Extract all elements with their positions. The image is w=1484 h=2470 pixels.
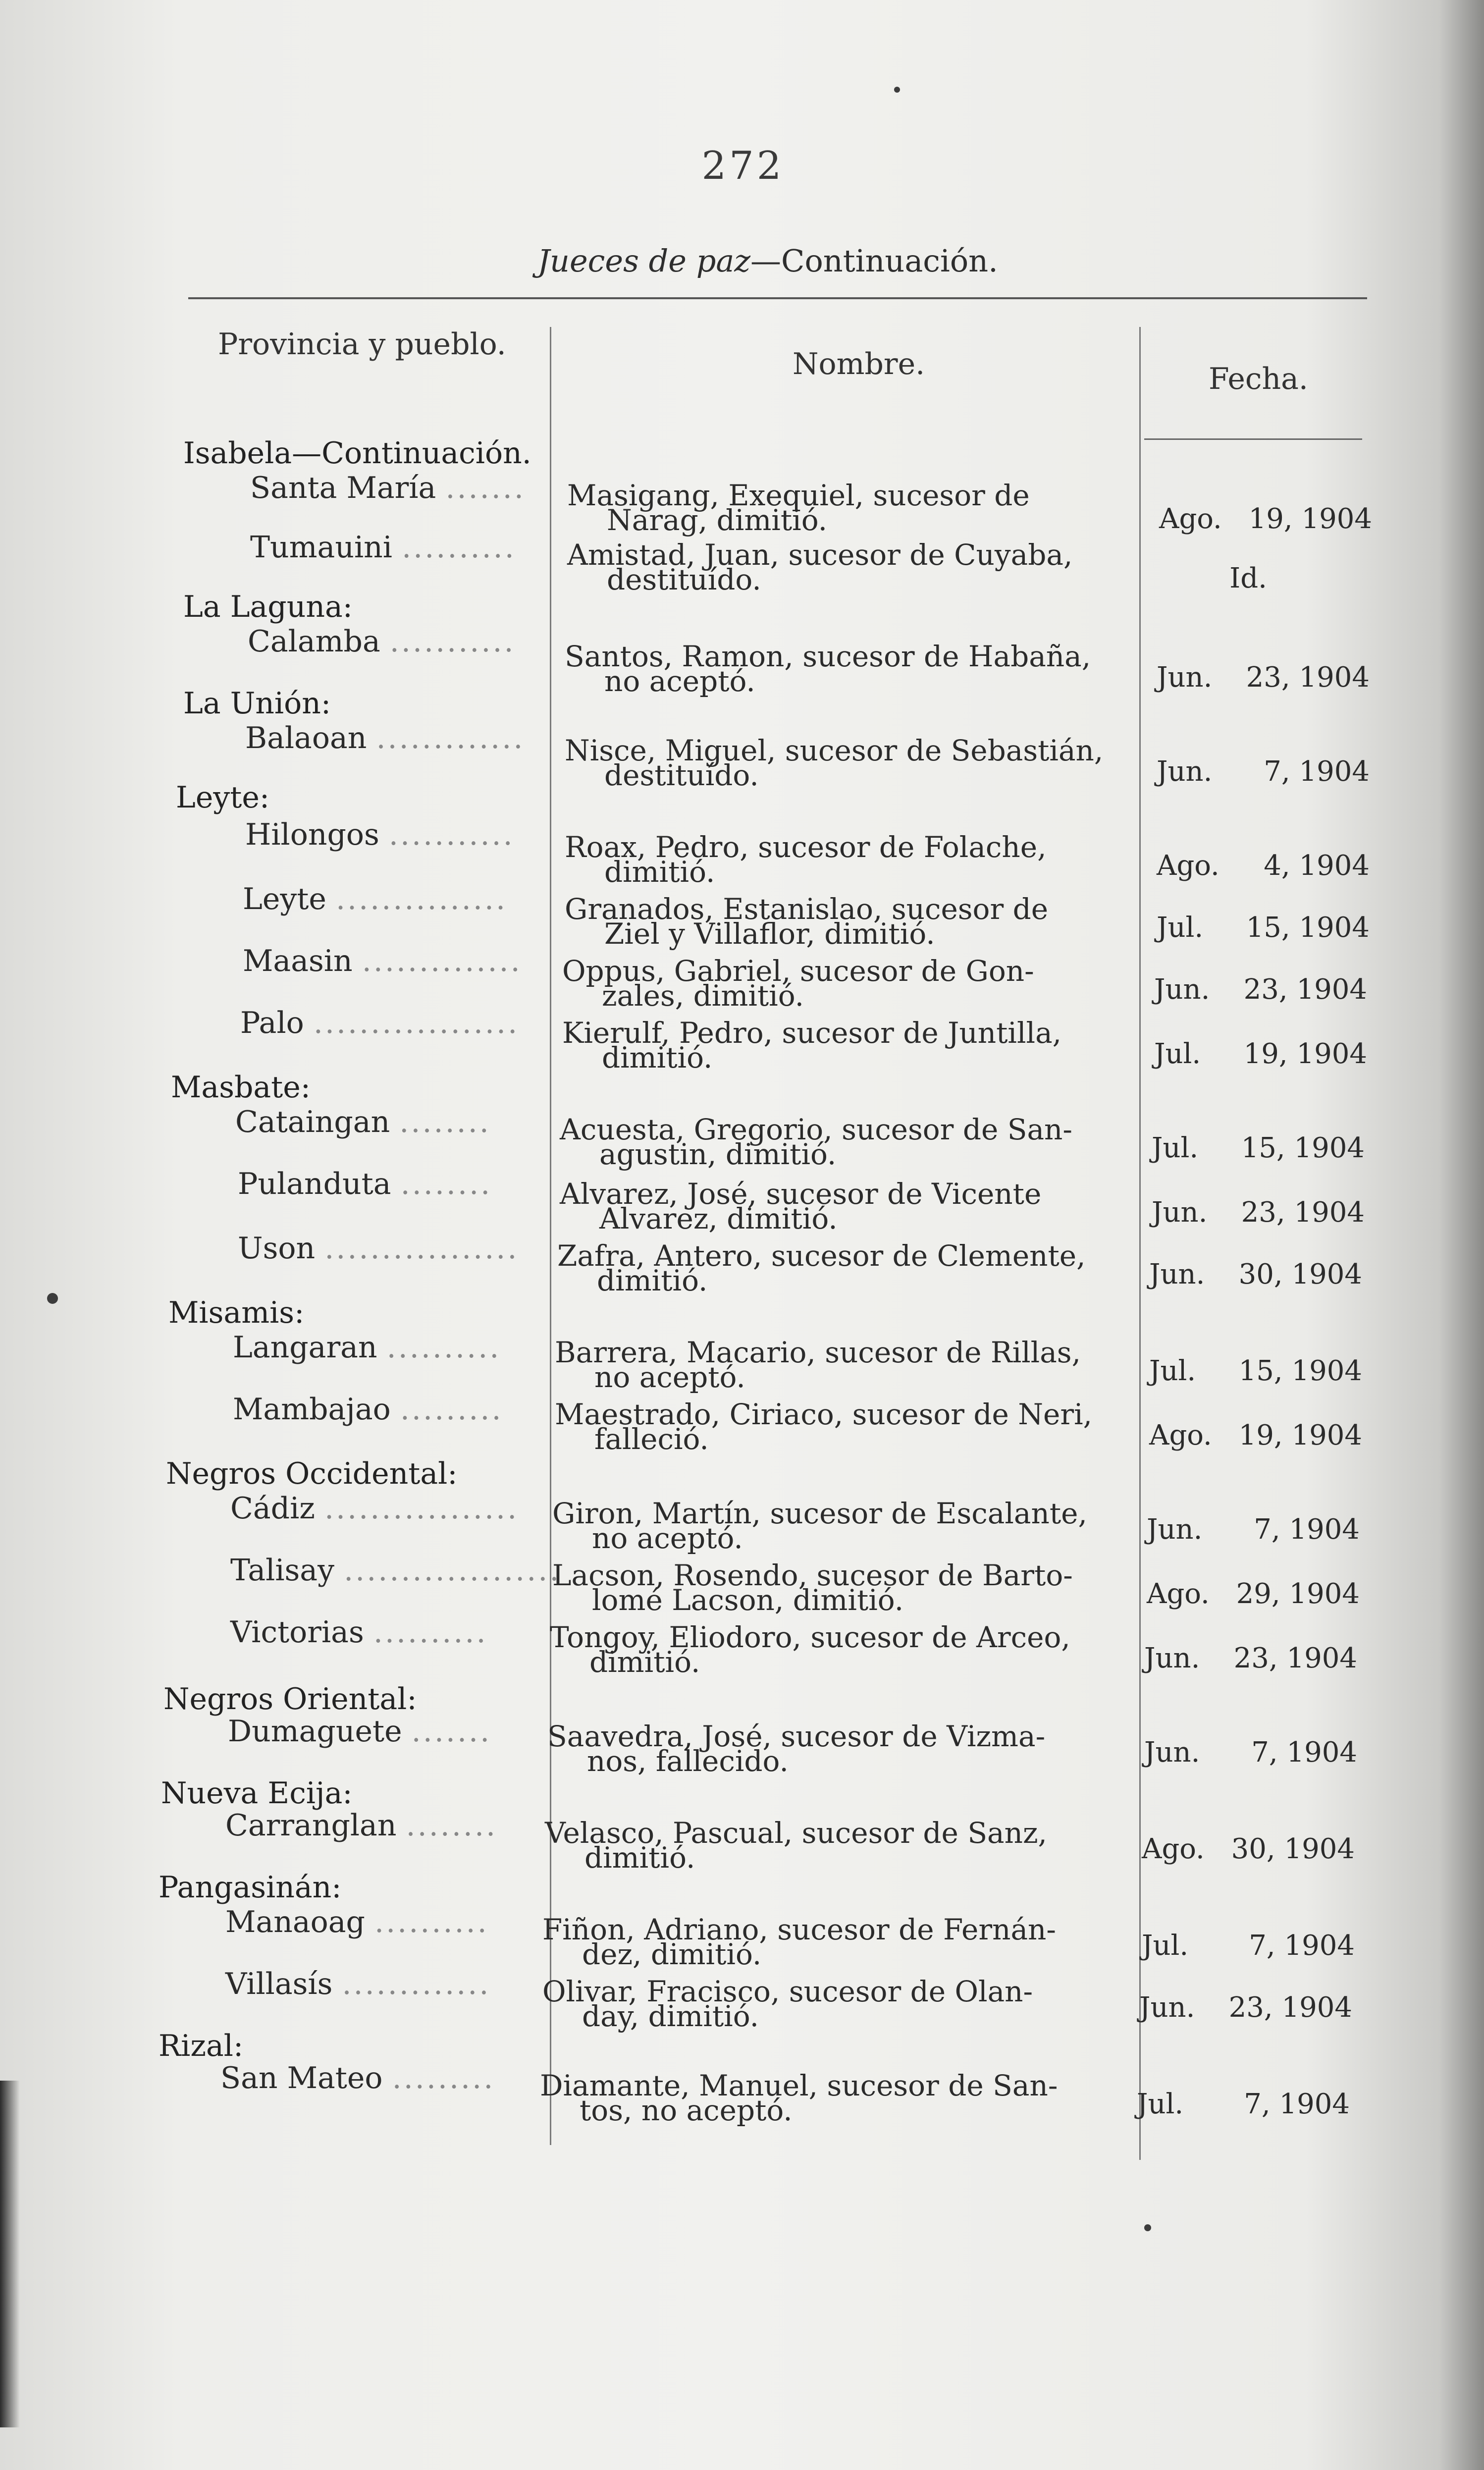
nombre-entry: Nisce, Miguel, sucesor de Sebastián, destituído. — [565, 734, 1104, 792]
fecha-entry: Jun. 23, 1904 — [1154, 973, 1367, 1006]
province-heading: Rizal: — [159, 2029, 244, 2063]
fecha-entry: Jun. 7, 1904 — [1147, 1513, 1360, 1546]
province-heading: Nueva Ecija: — [161, 1776, 353, 1811]
nombre-entry: Maestrado, Ciriaco, sucesor de Neri, falleció. — [555, 1397, 1093, 1456]
fecha-entry: Ago. 19, 1904 — [1159, 503, 1372, 535]
town-name: Cataingan ........ — [235, 1105, 491, 1139]
fecha-entry: Jun. 23, 1904 — [1152, 1196, 1365, 1229]
fecha-entry: Jul. 15, 1904 — [1149, 1355, 1362, 1387]
scan-speck — [47, 1293, 58, 1304]
nombre-entry: Lacson, Rosendo, sucesor de Barto- lomé Lacson, dimitió. — [552, 1558, 1073, 1617]
fecha-entry: Jun. 23, 1904 — [1139, 1991, 1352, 2024]
nombre-entry: Santos, Ramon, sucesor de Habaña, no aceptó. — [565, 640, 1091, 698]
nombre-entry: Olivar, Fracisco, sucesor de Olan- day, dimitió. — [542, 1975, 1033, 2033]
fecha-entry: Ago. 19, 1904 — [1149, 1419, 1362, 1451]
nombre-entry: Velasco, Pascual, sucesor de Sanz, dimitió. — [545, 1816, 1047, 1875]
fecha-entry: Jul. 7, 1904 — [1137, 2088, 1350, 2120]
fecha-entry: Jul. 15, 1904 — [1157, 912, 1370, 944]
town-name: Villasís ............. — [225, 1967, 491, 2001]
town-name: Palo .................. — [240, 1006, 520, 1040]
scan-edge-shadow — [0, 2081, 20, 2427]
fecha-entry: Ago. 30, 1904 — [1142, 1833, 1355, 1865]
fecha-entry: Jun. 23, 1904 — [1144, 1642, 1357, 1674]
province-heading: Negros Oriental: — [163, 1682, 417, 1717]
fecha-entry: Ago. 4, 1904 — [1157, 850, 1370, 882]
town-name: Mambajao ......... — [233, 1392, 503, 1427]
town-name: Dumaguete ....... — [228, 1714, 492, 1749]
fecha-entry: Jun. 7, 1904 — [1157, 755, 1370, 788]
nombre-entry: Giron, Martín, sucesor de Escalante, no aceptó. — [552, 1497, 1087, 1555]
fecha-entry: Jun. 23, 1904 — [1157, 661, 1370, 694]
header-provincia: Provincia y pueblo. — [218, 327, 506, 362]
header-nombre: Nombre. — [793, 347, 925, 381]
nombre-entry: Saavedra, José, sucesor de Vizma- nos, fallecido. — [547, 1719, 1046, 1778]
nombre-entry: Zafra, Antero, sucesor de Clemente, dimitió. — [557, 1239, 1086, 1297]
fecha-entry: Jul. 7, 1904 — [1142, 1930, 1355, 1962]
province-heading: Pangasinán: — [159, 1870, 342, 1905]
town-name: Balaoan ............. — [245, 721, 525, 755]
town-name: Langaran .......... — [233, 1330, 501, 1365]
town-name: Victorias .......... — [230, 1615, 488, 1650]
nombre-entry: Acuesta, Gregorio, sucesor de San- agustin, dimitió. — [560, 1113, 1072, 1171]
province-heading: Misamis: — [168, 1295, 305, 1330]
province-heading: Masbate: — [171, 1070, 311, 1105]
scan-speck — [1144, 2224, 1151, 2231]
fecha-entry: Jun. 30, 1904 — [1149, 1258, 1362, 1290]
nombre-entry: Barrera, Macario, sucesor de Rillas, no aceptó. — [555, 1336, 1081, 1394]
nombre-entry: Roax, Pedro, sucesor de Folache, dimitió. — [565, 830, 1047, 889]
subtitle-rest: —Continuación. — [750, 243, 998, 279]
town-name: Hilongos ........... — [245, 817, 515, 852]
town-name: San Mateo ......... — [220, 2061, 495, 2095]
province-heading: Leyte: — [176, 780, 270, 815]
scan-speck — [894, 87, 900, 93]
fecha-entry: Jul. 15, 1904 — [1152, 1132, 1365, 1164]
town-name: Carranglan ........ — [225, 1808, 498, 1843]
fecha-entry: Ago. 29, 1904 — [1147, 1578, 1360, 1610]
town-name: Calamba ........... — [248, 624, 516, 659]
header-fecha: Fecha. — [1209, 362, 1308, 396]
subtitle-italic: Jueces de paz — [537, 243, 751, 279]
town-name: Maasin .............. — [243, 944, 522, 978]
nombre-entry: Masigang, Exequiel, sucesor de Narag, dimitió. — [567, 479, 1030, 537]
town-name: Pulanduta ........ — [238, 1167, 492, 1201]
nombre-entry: Fiñon, Adriano, sucesor de Fernán- dez, dimitió. — [542, 1913, 1056, 1971]
nombre-entry: Oppus, Gabriel, sucesor de Gon- zales, dimitió. — [562, 954, 1034, 1013]
town-name: Manaoag .......... — [225, 1905, 489, 1939]
town-name: Talisay ................... — [230, 1553, 561, 1588]
nombre-entry: Kierulf, Pedro, sucesor de Juntilla, dimitió. — [562, 1016, 1062, 1074]
nombre-entry: Tongoy, Eliodoro, sucesor de Arceo, dimitió. — [550, 1620, 1070, 1679]
fecha-entry: Id. — [1229, 562, 1267, 594]
province-heading: La Laguna: — [183, 590, 353, 624]
page-number: 272 — [701, 144, 785, 188]
town-name: Leyte ............... — [243, 882, 508, 916]
province-heading: La Unión: — [183, 686, 331, 721]
province-heading: Isabela—Continuación. — [183, 436, 531, 471]
nombre-entry: Diamante, Manuel, sucesor de San- tos, no aceptó. — [540, 2069, 1058, 2127]
nombre-entry: Amistad, Juan, sucesor de Cuyaba, destituído. — [567, 538, 1073, 596]
town-name: Tumauini .......... — [250, 530, 516, 565]
nombre-entry: Alvarez, José, sucesor de Vicente Alvarez, dimitió. — [560, 1177, 1042, 1235]
town-name: Uson ................. — [238, 1231, 519, 1266]
fecha-entry: Jun. 7, 1904 — [1144, 1736, 1357, 1769]
town-name: Cádiz ................. — [230, 1491, 519, 1526]
nombre-entry: Granados, Estanislao, sucesor de Ziel y Villaflor, dimitió. — [565, 892, 1049, 951]
fecha-entry: Jul. 19, 1904 — [1154, 1038, 1367, 1070]
province-heading: Negros Occidental: — [166, 1456, 458, 1491]
town-name: Santa María ....... — [250, 471, 526, 505]
